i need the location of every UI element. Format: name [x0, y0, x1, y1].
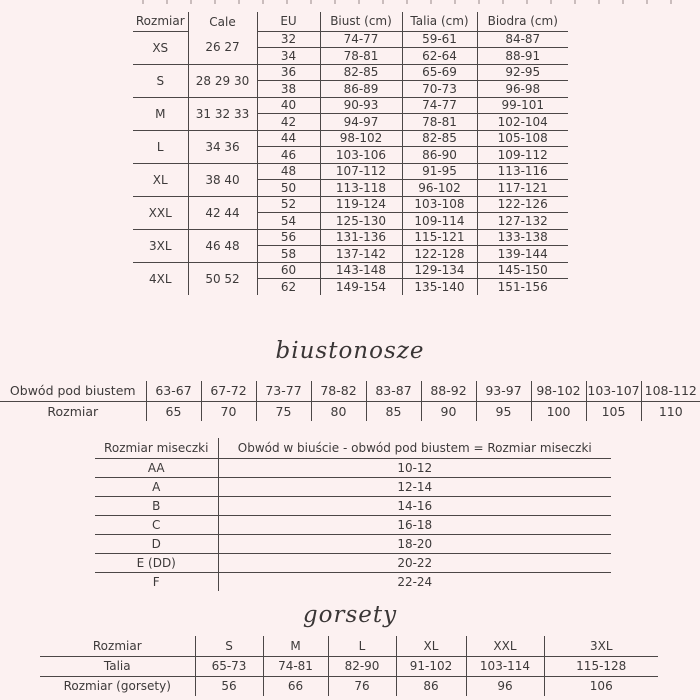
- corset-row-label: Talia: [40, 656, 195, 676]
- size-value-cell: 109-114: [402, 213, 477, 230]
- size-col-header: EU: [257, 12, 320, 31]
- cup-range-cell: 16-18: [218, 515, 611, 534]
- size-value-cell: 119-124: [320, 196, 402, 213]
- corsets-table: [40, 636, 658, 696]
- size-value-cell: 84-87: [477, 31, 568, 48]
- corset-value-cell: XXL: [466, 636, 544, 656]
- corset-value-cell: XL: [396, 636, 466, 656]
- size-value-cell: 74-77: [402, 97, 477, 114]
- size-label-cell: XL: [133, 163, 188, 196]
- size-label-cell: XS: [133, 31, 188, 64]
- corset-row-label: Rozmiar (gorsety): [40, 676, 195, 696]
- size-value-cell: 99-101: [477, 97, 568, 114]
- corset-value-cell: 115-128: [544, 656, 658, 676]
- size-value-cell: 107-112: [320, 163, 402, 180]
- size-value-cell: 78-81: [320, 48, 402, 65]
- inches-cell: 31 32 33: [188, 97, 257, 130]
- size-value-cell: 60: [257, 262, 320, 279]
- inches-cell: 50 52: [188, 262, 257, 295]
- size-value-cell: 52: [257, 196, 320, 213]
- cup-range-cell: 22-24: [397, 574, 433, 589]
- corset-row: [40, 656, 658, 676]
- cup-size-cell: F: [95, 572, 218, 591]
- size-value-cell: 82-85: [402, 130, 477, 147]
- cup-range-cell: 10-12: [218, 458, 611, 477]
- size-value-cell: 115-121: [402, 229, 477, 246]
- inches-cell: 26 27: [188, 31, 257, 64]
- size-value-cell: 32: [257, 31, 320, 48]
- size-value-cell: 62-64: [402, 48, 477, 65]
- cup-size-cell: AA: [95, 458, 218, 477]
- bras-band-cell: 78-82: [311, 381, 366, 401]
- cups-table-body: [95, 458, 611, 591]
- size-group-row: [133, 262, 568, 279]
- size-value-cell: 86-89: [320, 81, 402, 98]
- size-value-cell: 98-102: [320, 130, 402, 147]
- size-value-cell: 54: [257, 213, 320, 230]
- size-value-cell: 131-136: [320, 229, 402, 246]
- size-group-row: [133, 196, 568, 213]
- bras-band-cell: 67-72: [201, 381, 256, 401]
- bras-band-label: Obwód pod biustem: [0, 381, 146, 401]
- size-value-cell: 78-81: [402, 114, 477, 131]
- corset-row: [40, 676, 658, 696]
- size-value-cell: 56: [257, 229, 320, 246]
- bras-band-cell: 103-107: [586, 381, 641, 401]
- size-value-cell: 113-118: [320, 180, 402, 197]
- size-value-cell: 86-90: [402, 147, 477, 164]
- size-value-cell: 36: [257, 64, 320, 81]
- size-value-cell: 62: [257, 279, 320, 296]
- cropped-row-fragment: [120, 0, 680, 4]
- inches-cell: 42 44: [188, 196, 257, 229]
- bras-band-cell: 98-102: [531, 381, 586, 401]
- size-value-cell: 113-116: [477, 163, 568, 180]
- size-group-row: [133, 130, 568, 147]
- size-label-cell: M: [133, 97, 188, 130]
- cup-range-cell: 20-22: [218, 553, 611, 572]
- bras-size-row: [0, 401, 700, 421]
- corset-value-cell: 74-81: [263, 656, 328, 676]
- corset-value-cell: 76: [328, 676, 396, 696]
- size-label-cell: 3XL: [133, 229, 188, 262]
- corset-value-cell: 106: [589, 679, 613, 694]
- bras-size-cell: 90: [421, 401, 476, 421]
- size-col-header: Cale: [188, 12, 257, 31]
- size-value-cell: 91-95: [402, 163, 477, 180]
- bras-table-body: [0, 381, 700, 421]
- bras-size-label: Rozmiar: [0, 401, 146, 421]
- cup-range-cell: 12-14: [218, 477, 611, 496]
- size-table-body: [133, 31, 568, 295]
- corset-value-cell: L: [328, 636, 396, 656]
- corset-row-label: Rozmiar: [40, 636, 195, 656]
- cup-size-cell: A: [95, 477, 218, 496]
- size-value-cell: 58: [257, 246, 320, 263]
- size-value-cell: 105-108: [477, 130, 568, 147]
- bras-size-cell: 105: [586, 401, 641, 421]
- bras-size-cell: 85: [366, 401, 421, 421]
- cup-size-cell: B: [95, 496, 218, 515]
- cup-row: [95, 515, 611, 534]
- corsets-heading: gorsety: [302, 602, 398, 628]
- size-value-cell: 59-61: [402, 31, 477, 48]
- size-group-row: [133, 163, 568, 180]
- size-value-cell: 90-93: [320, 97, 402, 114]
- size-value-cell: 44: [257, 130, 320, 147]
- bras-band-row: [0, 381, 700, 401]
- size-value-cell: 46: [257, 147, 320, 164]
- size-value-cell: 82-85: [320, 64, 402, 81]
- size-col-header: Rozmiar: [133, 12, 188, 31]
- corset-value-cell: M: [263, 636, 328, 656]
- inches-cell: 34 36: [188, 130, 257, 163]
- cup-row: [95, 572, 611, 591]
- size-group-row: [133, 229, 568, 246]
- size-value-cell: 127-132: [477, 213, 568, 230]
- cup-size-cell: C: [95, 515, 218, 534]
- size-value-cell: 70-73: [402, 81, 477, 98]
- size-value-cell: 122-128: [402, 246, 477, 263]
- size-value-cell: 133-138: [477, 229, 568, 246]
- size-col-header: Talia (cm): [402, 12, 477, 31]
- inches-cell: 46 48: [188, 229, 257, 262]
- size-value-cell: 42: [257, 114, 320, 131]
- size-value-cell: 38: [257, 81, 320, 98]
- corset-row: [40, 636, 658, 656]
- size-col-header: Biust (cm): [320, 12, 402, 31]
- cup-size-cell: E (DD): [95, 553, 218, 572]
- cups-col1-header: Rozmiar miseczki: [95, 438, 218, 458]
- size-value-cell: 125-130: [320, 213, 402, 230]
- bras-band-cell: 83-87: [366, 381, 421, 401]
- size-group-row: [133, 31, 568, 48]
- size-value-cell: 96-98: [477, 81, 568, 98]
- cups-col2-header: Obwód w biuście - obwód pod biustem = Rozmiar miseczki: [218, 438, 611, 458]
- size-value-cell: 109-112: [477, 147, 568, 164]
- corsets-table-body: [40, 636, 658, 696]
- corset-value-cell: 96: [466, 676, 544, 696]
- size-value-cell: 96-102: [402, 180, 477, 197]
- size-value-cell: 92-95: [477, 64, 568, 81]
- size-label-cell: L: [133, 130, 188, 163]
- size-label-cell: 4XL: [133, 262, 188, 295]
- size-value-cell: 65-69: [402, 64, 477, 81]
- size-value-cell: 103-108: [402, 196, 477, 213]
- cup-row: [95, 534, 611, 553]
- corset-value-cell: S: [195, 636, 263, 656]
- size-value-cell: 145-150: [477, 262, 568, 279]
- size-table: [133, 12, 568, 295]
- size-value-cell: 117-121: [477, 180, 568, 197]
- bras-size-cell: 110: [658, 403, 683, 419]
- bras-band-cell: 108-112: [641, 381, 700, 401]
- bras-size-cell: 70: [201, 401, 256, 421]
- size-group-row: [133, 64, 568, 81]
- size-col-header: Biodra (cm): [477, 12, 568, 31]
- cups-header-row: [95, 438, 611, 458]
- size-table-header-row: [133, 12, 568, 31]
- size-value-cell: 34: [257, 48, 320, 65]
- size-value-cell: 103-106: [320, 147, 402, 164]
- size-value-cell: 88-91: [477, 48, 568, 65]
- bras-size-cell: 65: [146, 401, 201, 421]
- corset-value-cell: 103-114: [466, 656, 544, 676]
- bras-size-cell: 95: [476, 401, 531, 421]
- bras-table: [0, 381, 700, 421]
- size-label-cell: XXL: [133, 196, 188, 229]
- size-value-cell: 94-97: [320, 114, 402, 131]
- size-value-cell: 129-134: [402, 262, 477, 279]
- corset-value-cell: 86: [396, 676, 466, 696]
- cup-row: [95, 477, 611, 496]
- corset-value-cell: 56: [195, 676, 263, 696]
- size-value-cell: 149-154: [320, 279, 402, 296]
- size-value-cell: 122-126: [477, 196, 568, 213]
- bras-size-cell: 75: [256, 401, 311, 421]
- size-label-cell: S: [133, 64, 188, 97]
- bras-band-cell: 88-92: [421, 381, 476, 401]
- bras-band-cell: 93-97: [476, 381, 531, 401]
- size-value-cell: 139-144: [477, 246, 568, 263]
- size-value-cell: 102-104: [477, 114, 568, 131]
- corset-value-cell: 65-73: [195, 656, 263, 676]
- corset-value-cell: 66: [263, 676, 328, 696]
- cup-row: [95, 458, 611, 477]
- size-value-cell: 151-156: [497, 280, 548, 294]
- size-value-cell: 135-140: [402, 279, 477, 296]
- cup-range-cell: 18-20: [218, 534, 611, 553]
- inches-cell: 38 40: [188, 163, 257, 196]
- inches-cell: 28 29 30: [188, 64, 257, 97]
- bras-size-cell: 80: [311, 401, 366, 421]
- cups-table: [95, 438, 611, 591]
- cup-range-cell: 14-16: [218, 496, 611, 515]
- size-value-cell: 50: [257, 180, 320, 197]
- bras-band-cell: 73-77: [256, 381, 311, 401]
- cup-size-cell: D: [95, 534, 218, 553]
- cup-row: [95, 496, 611, 515]
- corset-value-cell: 82-90: [328, 656, 396, 676]
- bras-heading: biustonosze: [275, 338, 425, 364]
- size-value-cell: 40: [257, 97, 320, 114]
- size-value-cell: 143-148: [320, 262, 402, 279]
- size-value-cell: 137-142: [320, 246, 402, 263]
- bras-band-cell: 63-67: [146, 381, 201, 401]
- size-value-cell: 48: [257, 163, 320, 180]
- bras-size-cell: 100: [531, 401, 586, 421]
- corset-value-cell: 91-102: [396, 656, 466, 676]
- size-value-cell: 74-77: [320, 31, 402, 48]
- cup-row: [95, 553, 611, 572]
- corset-value-cell: 3XL: [544, 636, 658, 656]
- size-group-row: [133, 97, 568, 114]
